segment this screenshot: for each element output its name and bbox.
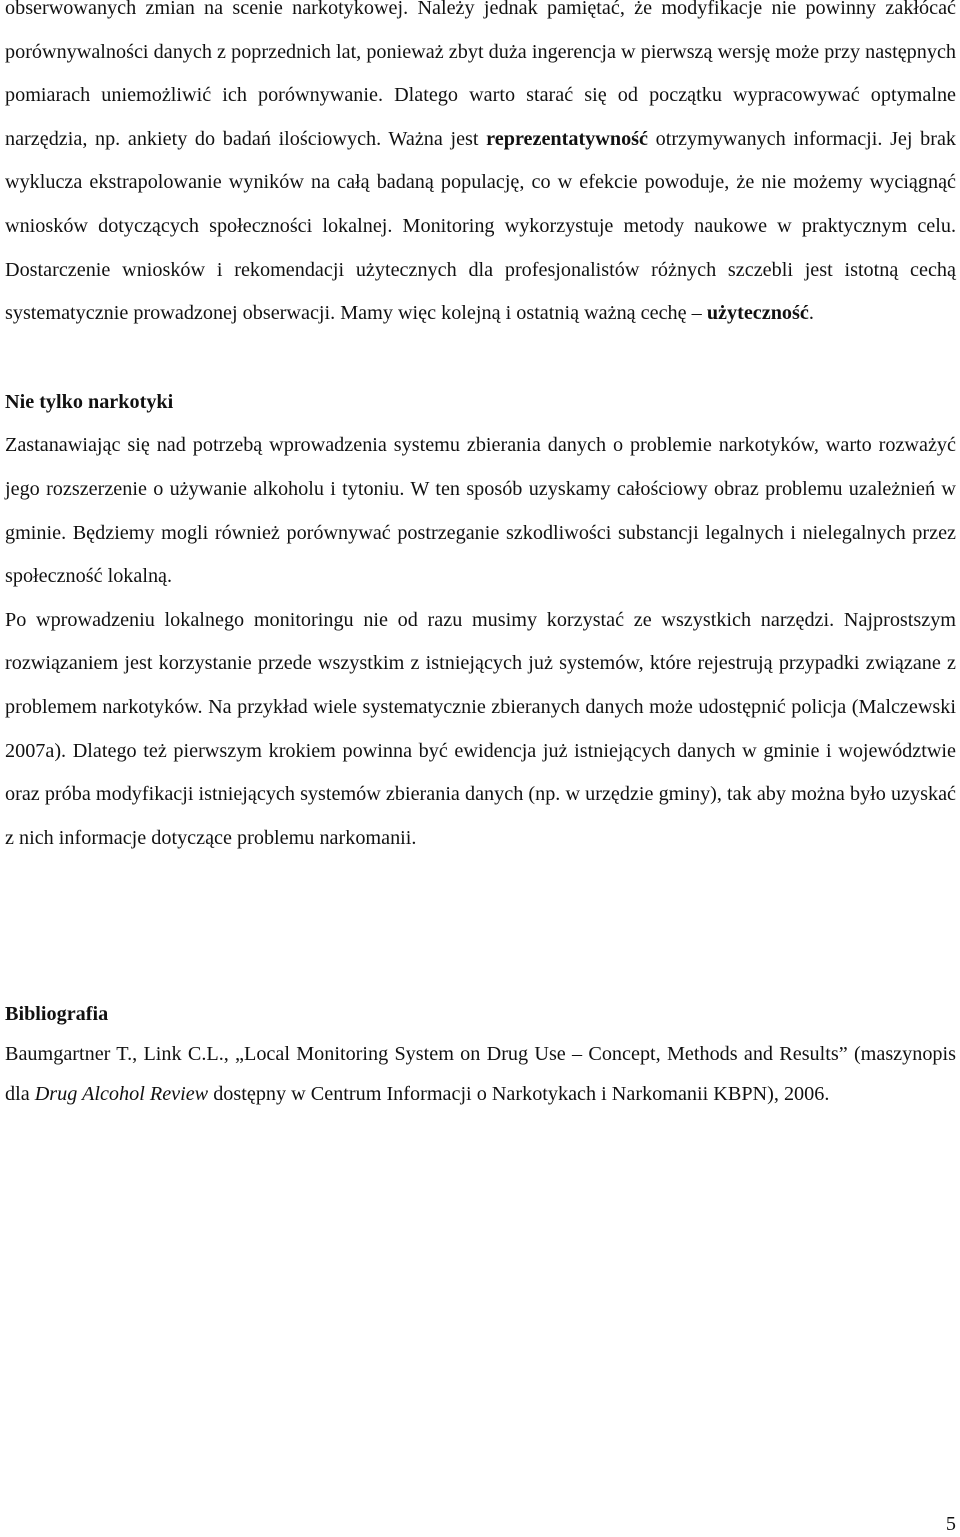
body-paragraph: Po wprowadzeniu lokalnego monitoringu nie od razu musimy korzystać ze wszystkich narzędzi. Najprostszym rozwiązaniem jest korzystanie przede wszystkim z istniejących już systemów, które rejestrują przypadki związane z problemem narkotyków. Na przykład wiele systematycznie zbieranych danych może udostępnić policja (Malczewski 2007a). Dlatego też pierwszym krokiem powinna być ewidencja już istniejących danych w gminie i województwie oraz próba modyfikacji istniejących systemów zbierania danych (np. w urzędzie gminy), tak aby można było uzyskać z nich informacje dotyczące problemu narkomanii. — [5, 608, 956, 849]
paragraph-text: . — [808, 302, 814, 325]
paragraph-text: otrzymywanych informacji. Jej brak wyklucza ekstrapolowanie wyników na całą badaną populację, co w efekcie powoduje, że nie możemy wyciągnąć wniosków dotyczących społeczności lokalnej. Monitoring wykorzystuje metody naukowe w praktycznym celu. Dostarczenie wniosków i rekomendacji użytecznych dla profesjonalistów różnych szczebli jest istotną cechą systematycznie prowadzonej obserwacji. Mamy więc kolejną i ostatnią ważną cechę – — [5, 127, 957, 325]
document-page — [5, 0, 956, 1114]
paragraph-text: obserwowanych zmian na scenie narkotykowej. Należy jednak pamiętać, że modyfikacje nie powinny zakłócać porównywalności danych z poprzednich lat, ponieważ zbyt duża ingerencja w pierwszą wersję może przy następnych pomiarach uniemożliwić ich porównywanie. Dlatego warto starać się od początku wypracowywać optymalne narzędzia, np. ankiety do badań ilościowych. Ważna jest — [5, 0, 956, 150]
bibliography-entry — [5, 1034, 956, 1114]
body-paragraph: Zastanawiając się nad potrzebą wprowadzenia systemu zbierania danych o problemie narkotyków, warto rozważyć jego rozszerzenie o używanie alkoholu i tytoniu. W ten sposób uzyskamy całościowy obraz problemu uzależnień w gminie. Będziemy mogli również porównywać postrzeganie szkodliwości substancji legalnych i nielegalnych przez społeczność lokalną. — [5, 434, 956, 588]
bibliography-heading: Bibliografia — [5, 1003, 109, 1026]
bold-term-usefulness: użyteczność — [706, 302, 809, 325]
bold-term-representativeness: reprezentatywność — [486, 127, 648, 150]
page-number: 5 — [945, 1513, 956, 1535]
body-paragraph — [5, 0, 956, 336]
journal-title: Drug Alcohol Review — [34, 1083, 209, 1106]
entry-text: dostępny w Centrum Informacji o Narkotykach i Narkomanii KBPN), 2006. — [208, 1083, 830, 1106]
entry-text: Baumgartner T., Link C.L., „Local Monitoring System on Drug Use – Concept, Methods and Results” (maszynopis dla — [5, 1043, 956, 1106]
section-heading: Nie tylko narkotyki — [5, 390, 174, 413]
